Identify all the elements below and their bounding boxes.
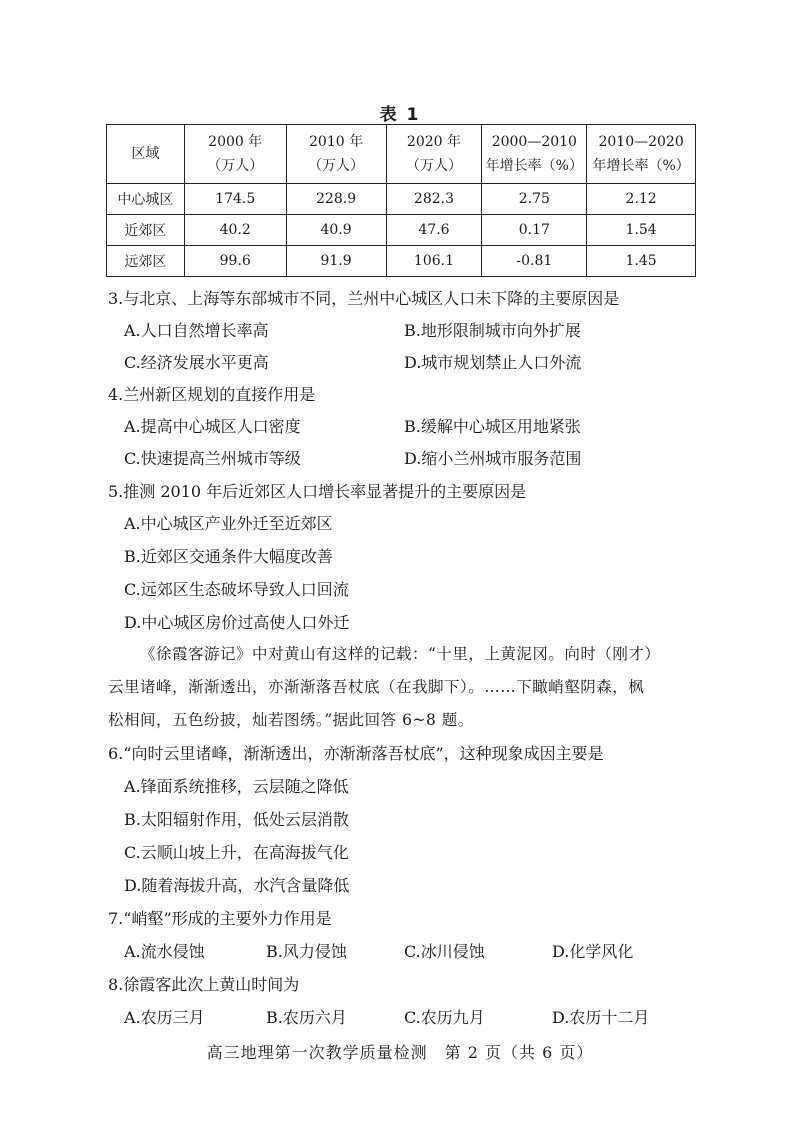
table-cell: 40.9 bbox=[286, 215, 386, 246]
table-cell: 99.6 bbox=[184, 246, 286, 277]
table-row bbox=[107, 184, 696, 215]
question-5-option-a: A.中心城区产业外迁至近郊区 bbox=[124, 514, 333, 533]
question-3-stem: 3.与北京、上海等东部城市不同，兰州中心城区人口未下降的主要原因是 bbox=[108, 289, 620, 308]
table-cell: 40.2 bbox=[184, 215, 286, 246]
question-5-option-d: D.中心城区房价过高使人口外迁 bbox=[124, 613, 350, 632]
table-cell: 228.9 bbox=[286, 184, 386, 215]
question-4-option-b: B.缓解中心城区用地紧张 bbox=[404, 417, 581, 436]
population-table bbox=[106, 124, 696, 277]
header-rate-2010-2020: 2010—2020 年增长率（%） bbox=[587, 125, 696, 184]
question-8-option-a: A.农历三月 bbox=[124, 1008, 205, 1027]
table-row bbox=[107, 215, 696, 246]
header-2000: 2000 年 （万人） bbox=[184, 125, 286, 184]
question-4-option-c: C.快速提高兰州城市等级 bbox=[124, 449, 301, 468]
question-6-stem: 6.“向时云里诸峰，渐渐透出，亦渐渐落吾杖底”，这种现象成因主要是 bbox=[108, 744, 604, 763]
table-cell: 47.6 bbox=[386, 215, 482, 246]
question-8-stem: 8.徐霞客此次上黄山时间为 bbox=[108, 975, 300, 994]
question-8-option-b: B.农历六月 bbox=[266, 1008, 347, 1027]
passage-line-3: 松相间，五色纷披，灿若图绣。”据此回答 6~8 题。 bbox=[108, 711, 474, 729]
question-6-option-a: A.锋面系统推移，云层随之降低 bbox=[124, 777, 349, 796]
table-cell: 2.12 bbox=[587, 184, 696, 215]
table-cell: 远郊区 bbox=[107, 246, 185, 277]
question-5-option-b: B.近郊区交通条件大幅度改善 bbox=[124, 547, 333, 566]
table-cell: 174.5 bbox=[184, 184, 286, 215]
passage-line-2: 云里诸峰，渐渐透出，亦渐渐落吾杖底（在我脚下）。……下瞰峭壑阴森，枫 bbox=[108, 678, 645, 696]
table-cell: 0.17 bbox=[482, 215, 587, 246]
table-cell: 282.3 bbox=[386, 184, 482, 215]
question-3-option-c: C.经济发展水平更高 bbox=[124, 353, 269, 372]
question-8-option-c: C.农历九月 bbox=[404, 1008, 485, 1027]
question-6-option-c: C.云顺山坡上升，在高海拔气化 bbox=[124, 843, 349, 862]
question-6-option-d: D.随着海拔升高，水汽含量降低 bbox=[124, 876, 350, 895]
passage-line-1: 《徐霞客游记》中对黄山有这样的记载：“十里，上黄泥冈。向时（刚才） bbox=[140, 645, 661, 663]
table-cell: 91.9 bbox=[286, 246, 386, 277]
table-cell: 近郊区 bbox=[107, 215, 185, 246]
question-3-option-b: B.地形限制城市向外扩展 bbox=[404, 321, 581, 340]
question-7-stem: 7.“峭壑”形成的主要外力作用是 bbox=[108, 909, 332, 928]
question-3-option-d: D.城市规划禁止人口外流 bbox=[404, 353, 582, 372]
table-cell: -0.81 bbox=[482, 246, 587, 277]
table-row bbox=[107, 246, 696, 277]
question-8-option-d: D.农历十二月 bbox=[552, 1008, 650, 1027]
question-7-option-d: D.化学风化 bbox=[552, 942, 634, 961]
header-2010: 2010 年 （万人） bbox=[286, 125, 386, 184]
header-region: 区域 bbox=[107, 125, 185, 184]
question-7-option-a: A.流水侵蚀 bbox=[124, 942, 205, 961]
header-rate-2000-2010: 2000—2010 年增长率（%） bbox=[482, 125, 587, 184]
header-2020: 2020 年 （万人） bbox=[386, 125, 482, 184]
question-5-stem: 5.推测 2010 年后近郊区人口增长率显著提升的主要原因是 bbox=[108, 482, 527, 501]
question-4-option-a: A.提高中心城区人口密度 bbox=[124, 417, 301, 436]
question-5-option-c: C.远郊区生态破坏导致人口回流 bbox=[124, 580, 349, 599]
table-cell: 中心城区 bbox=[107, 184, 185, 215]
table-title: 表 1 bbox=[379, 105, 421, 125]
question-3-option-a: A.人口自然增长率高 bbox=[124, 321, 269, 340]
question-7-option-c: C.冰川侵蚀 bbox=[404, 942, 485, 961]
question-6-option-b: B.太阳辐射作用，低处云层消散 bbox=[124, 810, 349, 829]
page-footer: 高三地理第一次教学质量检测 第 2 页（共 6 页） bbox=[206, 1043, 594, 1062]
table-cell: 1.54 bbox=[587, 215, 696, 246]
question-4-option-d: D.缩小兰州城市服务范围 bbox=[404, 449, 582, 468]
table-cell: 106.1 bbox=[386, 246, 482, 277]
table-header-row bbox=[107, 125, 696, 184]
question-4-stem: 4.兰州新区规划的直接作用是 bbox=[108, 385, 316, 404]
question-7-option-b: B.风力侵蚀 bbox=[266, 942, 347, 961]
table-cell: 2.75 bbox=[482, 184, 587, 215]
table-cell: 1.45 bbox=[587, 246, 696, 277]
